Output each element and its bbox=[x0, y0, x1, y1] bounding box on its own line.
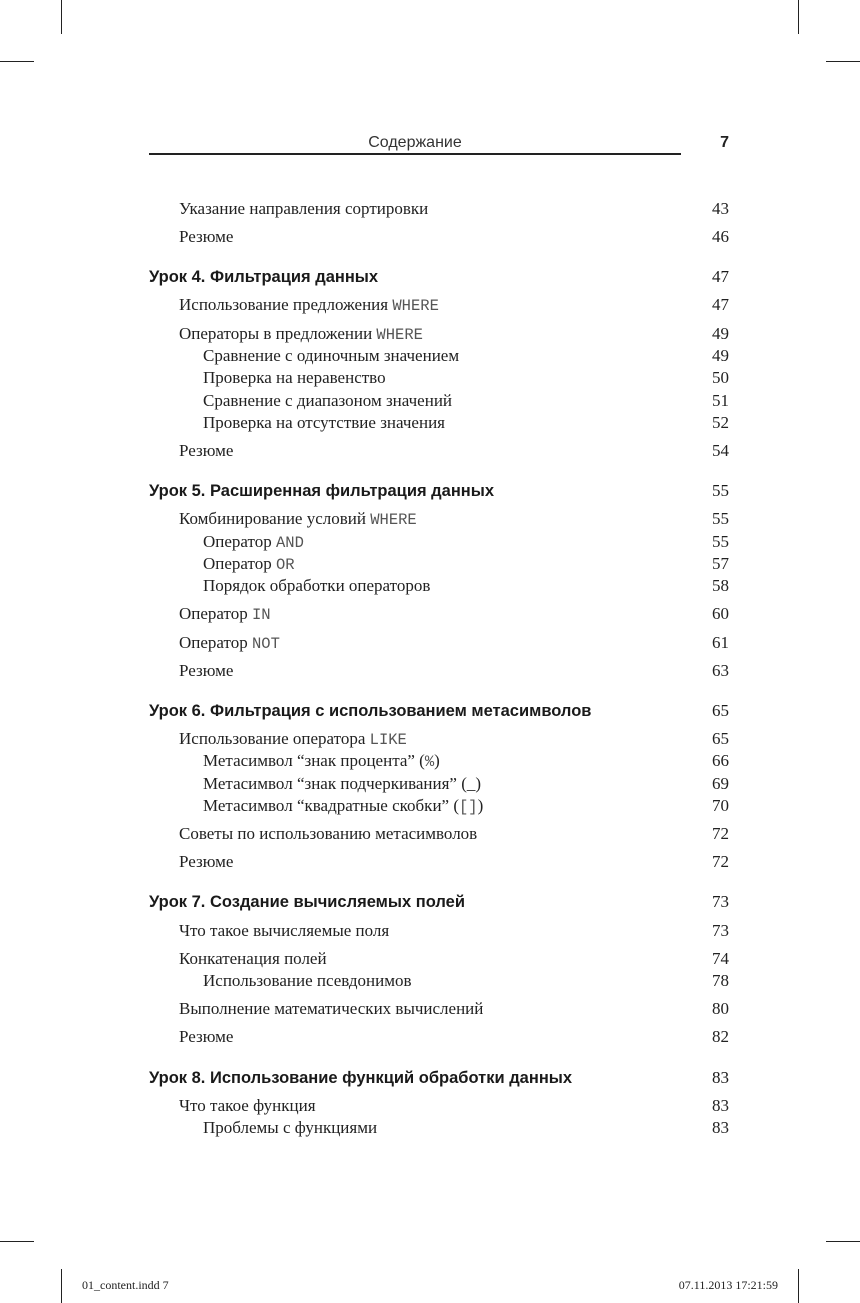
toc-section bbox=[149, 920, 729, 942]
toc-entry-code: WHERE bbox=[376, 325, 423, 344]
toc-entry-text: Резюме bbox=[179, 660, 234, 680]
toc-entry-text: Резюме bbox=[179, 852, 234, 872]
toc-entry-title bbox=[179, 294, 439, 317]
header-rule bbox=[149, 153, 681, 155]
toc-section bbox=[149, 1026, 729, 1048]
toc-entry-title bbox=[179, 998, 483, 1020]
toc-entry-page: 47 bbox=[712, 295, 729, 315]
toc-entry-title bbox=[203, 970, 412, 992]
toc-entry-page: 83 bbox=[712, 1067, 729, 1087]
toc-section bbox=[149, 948, 729, 970]
toc-chapter bbox=[149, 700, 729, 722]
toc-entry-code: WHERE bbox=[392, 297, 439, 316]
toc-entry-text: Урок 4. Фильтрация данных bbox=[149, 268, 379, 287]
toc-entry-page: 55 bbox=[712, 531, 729, 551]
toc-entry-text: Оператор bbox=[203, 553, 276, 573]
toc-entry-page: 82 bbox=[712, 1027, 729, 1047]
toc-entry-page: 60 bbox=[712, 604, 729, 624]
toc-entry-page: 72 bbox=[712, 824, 729, 844]
toc-entry-page: 83 bbox=[712, 1095, 729, 1115]
toc-entry-title bbox=[203, 575, 430, 597]
crop-mark-bottom-right-h bbox=[826, 1241, 860, 1242]
toc-entry-title bbox=[179, 632, 280, 655]
toc-entry-text: Метасимвол “знак процента” ( bbox=[203, 751, 425, 771]
toc-section bbox=[149, 440, 729, 462]
toc-entry-text-after: ) bbox=[434, 751, 440, 771]
toc-subsection bbox=[149, 345, 729, 367]
toc-entry-text: Использование оператора bbox=[179, 729, 370, 749]
toc-entry-page: 55 bbox=[712, 509, 729, 529]
toc-entry-text: Оператор bbox=[179, 604, 252, 624]
toc-entry-text: Операторы в предложении bbox=[179, 323, 377, 343]
toc-entry-title bbox=[203, 367, 386, 389]
toc-entry-code: IN bbox=[251, 606, 271, 625]
toc-entry-page: 49 bbox=[712, 345, 729, 365]
toc-entry-title bbox=[179, 323, 423, 346]
crop-mark-top-left-v bbox=[61, 0, 62, 34]
toc-entry-text: Проблемы с функциями bbox=[203, 1118, 378, 1138]
toc-entry-title bbox=[179, 440, 233, 462]
toc-entry-title bbox=[179, 948, 327, 970]
toc-entry-text: Что такое вычисляемые поля bbox=[179, 920, 390, 940]
toc-subsection bbox=[149, 750, 729, 772]
toc-entry-code: WHERE bbox=[370, 511, 417, 530]
toc-entry-title bbox=[203, 553, 295, 576]
toc-entry-text: Метасимвол “квадратные скобки” ( bbox=[203, 795, 459, 815]
toc-entry-title bbox=[203, 795, 483, 818]
toc-entry-text: Что такое функция bbox=[179, 1095, 316, 1115]
toc-entry-text-after: ) bbox=[477, 795, 484, 815]
toc-entry-text: Использование предложения bbox=[179, 295, 393, 315]
toc-entry-page: 49 bbox=[712, 323, 729, 343]
toc-entry-code: LIKE bbox=[369, 731, 407, 750]
toc-entry-page: 70 bbox=[712, 795, 729, 815]
toc-entry-page: 65 bbox=[712, 700, 729, 720]
toc-entry-title bbox=[149, 480, 494, 502]
toc-entry-page: 61 bbox=[712, 632, 729, 652]
toc-entry-title bbox=[179, 603, 271, 626]
toc-entry-title bbox=[179, 823, 477, 845]
toc-subsection bbox=[149, 795, 729, 817]
toc-subsection bbox=[149, 773, 729, 795]
toc-entry-page: 73 bbox=[712, 892, 729, 912]
toc-subsection bbox=[149, 970, 729, 992]
toc-section bbox=[149, 508, 729, 530]
toc-subsection bbox=[149, 412, 729, 434]
toc-entry-code: [] bbox=[459, 797, 478, 816]
toc-entry-title bbox=[179, 920, 389, 942]
toc-subsection bbox=[149, 575, 729, 597]
toc-entry-page: 46 bbox=[712, 227, 729, 247]
toc-chapter bbox=[149, 1067, 729, 1089]
toc-section bbox=[149, 632, 729, 654]
toc-entry-code: AND bbox=[275, 533, 304, 552]
toc-entry-page: 54 bbox=[712, 441, 729, 461]
toc-entry-text: Проверка на неравенство bbox=[203, 368, 386, 388]
toc-entry-text: Конкатенация полей bbox=[179, 948, 327, 968]
toc-chapter bbox=[149, 266, 729, 288]
toc-section bbox=[149, 728, 729, 750]
toc-entry-text: Указание направления сортировки bbox=[179, 199, 429, 218]
table-of-contents bbox=[149, 198, 729, 1139]
toc-entry-text: Резюме bbox=[179, 227, 234, 247]
toc-entry-page: 78 bbox=[712, 971, 729, 991]
toc-entry-text: Резюме bbox=[179, 441, 234, 461]
toc-section bbox=[149, 1095, 729, 1117]
toc-entry-text: Оператор bbox=[203, 531, 276, 551]
toc-entry-text: Выполнение математических вычислений bbox=[179, 999, 484, 1019]
toc-entry-page: 52 bbox=[712, 412, 729, 432]
crop-mark-top-right-h bbox=[826, 61, 860, 62]
toc-entry-title bbox=[179, 508, 417, 531]
toc-entry-text: Советы по использованию метасимволов bbox=[179, 824, 478, 844]
toc-entry-code: NOT bbox=[251, 634, 280, 653]
crop-mark-bottom-left-h bbox=[0, 1241, 34, 1242]
toc-entry-title bbox=[179, 1095, 316, 1117]
toc-entry-title bbox=[149, 266, 378, 288]
toc-section bbox=[149, 823, 729, 845]
footer-file: 01_content.indd 7 bbox=[82, 1278, 169, 1292]
toc-entry-title bbox=[203, 531, 304, 554]
toc-entry-title bbox=[179, 1026, 233, 1048]
toc-entry-title bbox=[203, 750, 440, 773]
toc-entry-title bbox=[149, 700, 591, 722]
toc-chapter bbox=[149, 480, 729, 502]
toc-entry-text: Комбинирование условий bbox=[179, 509, 371, 529]
crop-mark-bottom-right-v bbox=[798, 1269, 799, 1303]
toc-entry-text: Урок 8. Использование функций обработки данных bbox=[149, 1068, 573, 1087]
toc-entry-page: 63 bbox=[712, 660, 729, 680]
toc-entry-title bbox=[179, 198, 428, 220]
toc-entry-text: Урок 7. Создание вычисляемых полей bbox=[149, 893, 465, 912]
toc-entry-title bbox=[203, 390, 452, 412]
toc-entry-text: Сравнение с диапазоном значений bbox=[203, 390, 453, 410]
crop-mark-bottom-left-v bbox=[61, 1269, 62, 1303]
header-title: Содержание bbox=[368, 134, 462, 151]
toc-chapter bbox=[149, 891, 729, 913]
toc-entry-text: Резюме bbox=[179, 1027, 234, 1047]
toc-entry-page: 43 bbox=[712, 199, 729, 218]
toc-entry-page: 80 bbox=[712, 999, 729, 1019]
toc-entry-page: 65 bbox=[712, 729, 729, 749]
toc-entry-page: 47 bbox=[712, 267, 729, 287]
header-page-number: 7 bbox=[720, 134, 729, 151]
toc-entry-code: OR bbox=[275, 555, 295, 574]
toc-entry-title bbox=[203, 773, 481, 795]
toc-entry-text: Урок 6. Фильтрация с использованием метасимволов bbox=[149, 701, 592, 720]
toc-section bbox=[149, 294, 729, 316]
running-header bbox=[149, 134, 729, 156]
toc-entry-text: Использование псевдонимов bbox=[203, 971, 412, 991]
toc-entry-text: Урок 5. Расширенная фильтрация данных bbox=[149, 482, 495, 501]
toc-section bbox=[149, 660, 729, 682]
toc-entry-title bbox=[203, 1117, 377, 1139]
toc-subsection bbox=[149, 1117, 729, 1139]
toc-section bbox=[149, 851, 729, 873]
toc-section bbox=[149, 603, 729, 625]
toc-entry-title bbox=[149, 891, 465, 913]
crop-mark-top-right-v bbox=[798, 0, 799, 34]
toc-entry-title bbox=[149, 1067, 572, 1089]
toc-entry-text: Проверка на отсутствие значения bbox=[203, 412, 445, 432]
toc-entry-page: 57 bbox=[712, 553, 729, 573]
toc-subsection bbox=[149, 553, 729, 575]
toc-entry-page: 58 bbox=[712, 576, 729, 596]
toc-subsection bbox=[149, 390, 729, 412]
toc-entry-title bbox=[179, 851, 233, 873]
toc-entry-title bbox=[179, 728, 407, 751]
toc-entry-text: Порядок обработки операторов bbox=[203, 576, 431, 596]
toc-section bbox=[149, 198, 729, 220]
toc-section bbox=[149, 226, 729, 248]
toc-entry-title bbox=[179, 226, 233, 248]
toc-entry-page: 50 bbox=[712, 368, 729, 388]
toc-entry-page: 83 bbox=[712, 1118, 729, 1138]
footer-datetime: 07.11.2013 17:21:59 bbox=[678, 1278, 778, 1292]
toc-entry-page: 55 bbox=[712, 481, 729, 501]
toc-section bbox=[149, 323, 729, 345]
toc-entry-code: % bbox=[424, 753, 435, 772]
toc-entry-text: Сравнение с одиночным значением bbox=[203, 345, 460, 365]
toc-entry-text: Метасимвол “знак подчеркивания” (_) bbox=[203, 773, 482, 793]
toc-entry-page: 72 bbox=[712, 852, 729, 872]
toc-subsection bbox=[149, 367, 729, 389]
toc-entry-title bbox=[203, 345, 459, 367]
toc-section bbox=[149, 998, 729, 1020]
toc-entry-page: 74 bbox=[712, 948, 729, 968]
crop-mark-top-left-h bbox=[0, 61, 34, 62]
toc-entry-title bbox=[203, 412, 445, 434]
toc-entry-page: 73 bbox=[712, 920, 729, 940]
toc-entry-title bbox=[179, 660, 233, 682]
toc-entry-page: 66 bbox=[712, 751, 729, 771]
toc-entry-page: 51 bbox=[712, 390, 729, 410]
toc-subsection bbox=[149, 531, 729, 553]
toc-entry-page: 69 bbox=[712, 773, 729, 793]
toc-entry-text: Оператор bbox=[179, 632, 252, 652]
